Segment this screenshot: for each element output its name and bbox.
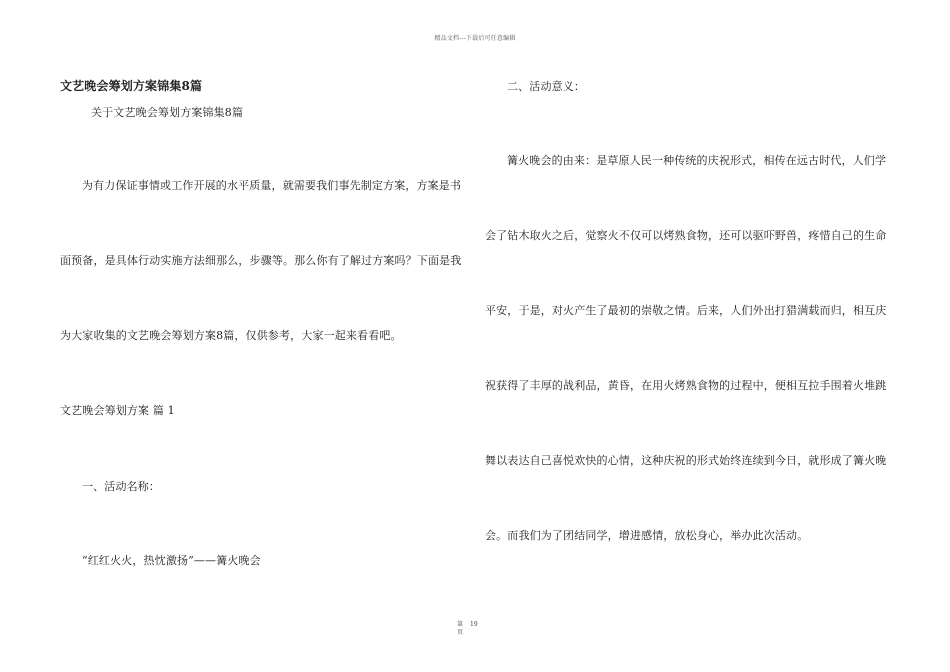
meaning-paragraph-line: 舞以表达自己喜悦欢快的心情，这种庆祝的形式始终连续到今日，就形成了篝火晚 — [485, 454, 887, 467]
page-header: 精品文档---下载后可任意编辑 — [434, 35, 516, 42]
activity-name-value: “红红火火，热忱激扬”——篝火晚会 — [82, 554, 261, 567]
document-subtitle: 关于文艺晚会筹划方案锦集8篇 — [91, 106, 244, 119]
document-title: 文艺晚会筹划方案锦集8篇 — [60, 79, 203, 93]
activity-name-label: 一、活动名称： — [82, 480, 161, 493]
meaning-paragraph-line: 篝火晚会的由来：是草原人民一种传统的庆祝形式，相传在远古时代，人们学 — [507, 154, 887, 167]
intro-paragraph-line: 为大家收集的文艺晚会筹划方案8篇，仅供参考，大家一起来看看吧。 — [60, 329, 402, 342]
page-label-top: 第 — [457, 621, 464, 628]
meaning-paragraph-line: 会了钻木取火之后，觉察火不仅可以烤熟食物，还可以驱吓野兽，疼惜自己的生命 — [485, 229, 887, 242]
meaning-paragraph-line: 会。而我们为了团结同学，增进感情，放松身心，举办此次活动。 — [485, 529, 809, 542]
page-number-footer — [457, 621, 478, 637]
meaning-paragraph-line: 平安，于是，对火产生了最初的崇敬之情。后来，人们外出打猎满载而归，相互庆 — [485, 304, 887, 317]
meaning-paragraph-line: 祝获得了丰厚的战利品，黄昏，在用火烤熟食物的过程中，便相互拉手围着火堆跳 — [485, 379, 887, 392]
section-heading: 文艺晚会筹划方案 篇 1 — [60, 404, 175, 417]
intro-paragraph-line: 为有力保证事情或工作开展的水平质量，就需要我们事先制定方案，方案是书 — [82, 179, 462, 192]
page-label-bottom: 页 — [457, 629, 464, 636]
page-number: 19 — [470, 621, 478, 628]
intro-paragraph-line: 面预备，是具体行动实施方法细那么，步骤等。那么你有了解过方案吗？下面是我 — [60, 254, 462, 267]
activity-meaning-label: 二、活动意义： — [507, 80, 586, 93]
